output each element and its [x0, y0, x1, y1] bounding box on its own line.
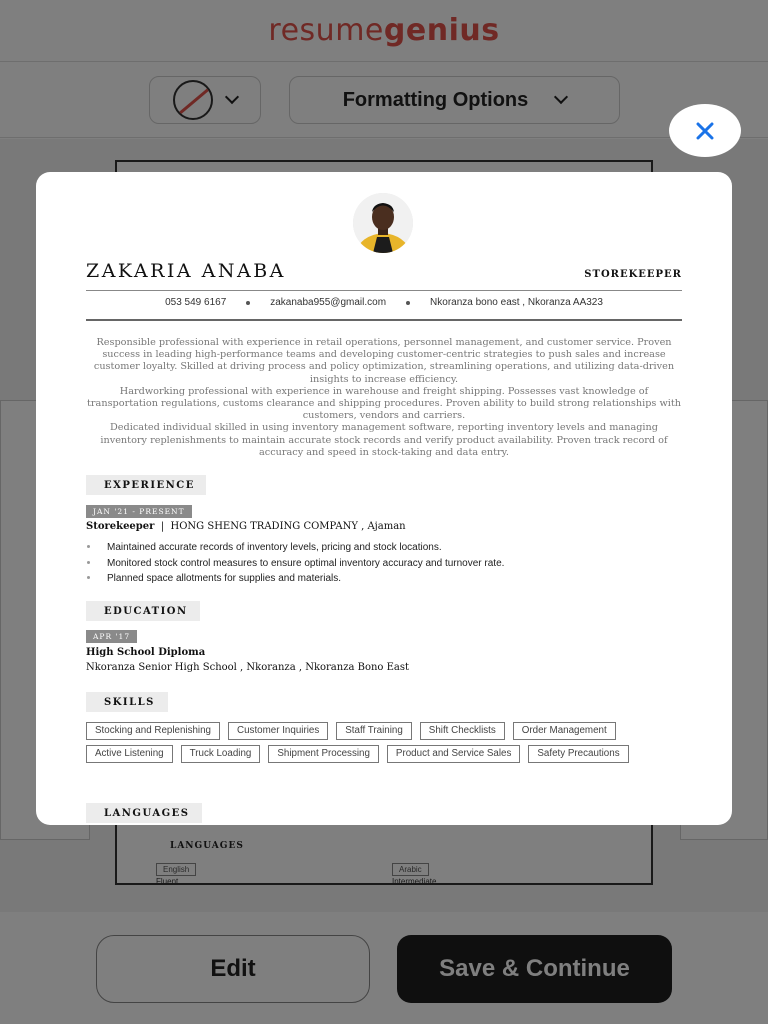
experience-bullet-list	[86, 540, 682, 587]
list-item: Monitored stock control measures to ensure optimal inventory accuracy and turnover rate.	[86, 556, 682, 572]
experience-role: Storekeeper	[86, 521, 155, 532]
contact-info	[86, 297, 682, 308]
summary-paragraph: Hardworking professional with experience in warehouse and freight shipping. Possesses vast knowledge of transportation regulations, customs clearance and shipping procedures. Proven ability to build strong relationships with customers, vendors and carriers.	[87, 385, 681, 422]
education-degree-text: High School Diploma	[86, 647, 206, 658]
list-item: Planned space allotments for supplies and materials.	[86, 571, 682, 587]
skill-tag: Truck Loading	[181, 745, 261, 763]
bullet-separator-icon	[246, 301, 250, 305]
header-divider	[86, 290, 682, 291]
skill-tag: Staff Training	[336, 722, 412, 740]
experience-separator: |	[160, 521, 165, 532]
bullet-separator-icon	[406, 301, 410, 305]
education-degree	[86, 647, 205, 658]
experience-heading: EXPERIENCE	[86, 475, 206, 495]
resume-job-title: STOREKEEPER	[584, 269, 682, 280]
summary-paragraph: Responsible professional with experience in retail operations, personnel management, and customer service. Proven success in leading high-performance teams and developing customer-centric strategies to push sales and increase customer loyalty. Skilled at driving process and policy optimization, streamlining operations, and utilizing data-driven insights to increase efficiency.	[93, 337, 675, 385]
resume-preview-modal	[36, 172, 732, 825]
education-date-badge: APR '17	[86, 630, 137, 643]
languages-heading: LANGUAGES	[86, 803, 202, 823]
skill-tag: Active Listening	[86, 745, 173, 763]
contact-phone: 053 549 6167	[165, 297, 227, 308]
experience-company: HONG SHENG TRADING COMPANY , Ajaman	[170, 521, 406, 532]
experience-date-badge: JAN '21 - PRESENT	[86, 505, 192, 518]
close-icon	[695, 121, 715, 141]
professional-summary	[86, 337, 682, 459]
skills-list	[86, 722, 682, 763]
skill-tag: Customer Inquiries	[228, 722, 328, 740]
skill-tag: Order Management	[513, 722, 616, 740]
education-school: Nkoranza Senior High School , Nkoranza , Nkoranza Bono East	[86, 662, 410, 673]
experience-role-line	[86, 521, 406, 532]
contact-address: Nkoranza bono east , Nkoranza AA323	[430, 297, 603, 308]
skill-tag: Safety Precautions	[528, 745, 628, 763]
close-modal-button[interactable]	[669, 104, 741, 157]
summary-paragraph: Dedicated individual skilled in using inventory management software, reporting inventory levels and managing inventory replenishments to maintain accurate stock records and verify product availability. Proven track record of accuracy and speed in stock-taking and data entry.	[100, 422, 668, 458]
skill-tag: Product and Service Sales	[387, 745, 520, 763]
skill-tag: Stocking and Replenishing	[86, 722, 220, 740]
contact-email: zakanaba955@gmail.com	[270, 297, 387, 308]
education-heading: EDUCATION	[86, 601, 200, 621]
profile-photo	[353, 193, 413, 253]
skill-tag: Shipment Processing	[268, 745, 379, 763]
list-item: Maintained accurate records of inventory levels, pricing and stock locations.	[86, 540, 682, 556]
resume-name: ZAKARIA ANABA	[86, 260, 286, 282]
contact-divider	[86, 319, 682, 321]
skill-tag: Shift Checklists	[420, 722, 505, 740]
skills-heading: SKILLS	[86, 692, 168, 712]
